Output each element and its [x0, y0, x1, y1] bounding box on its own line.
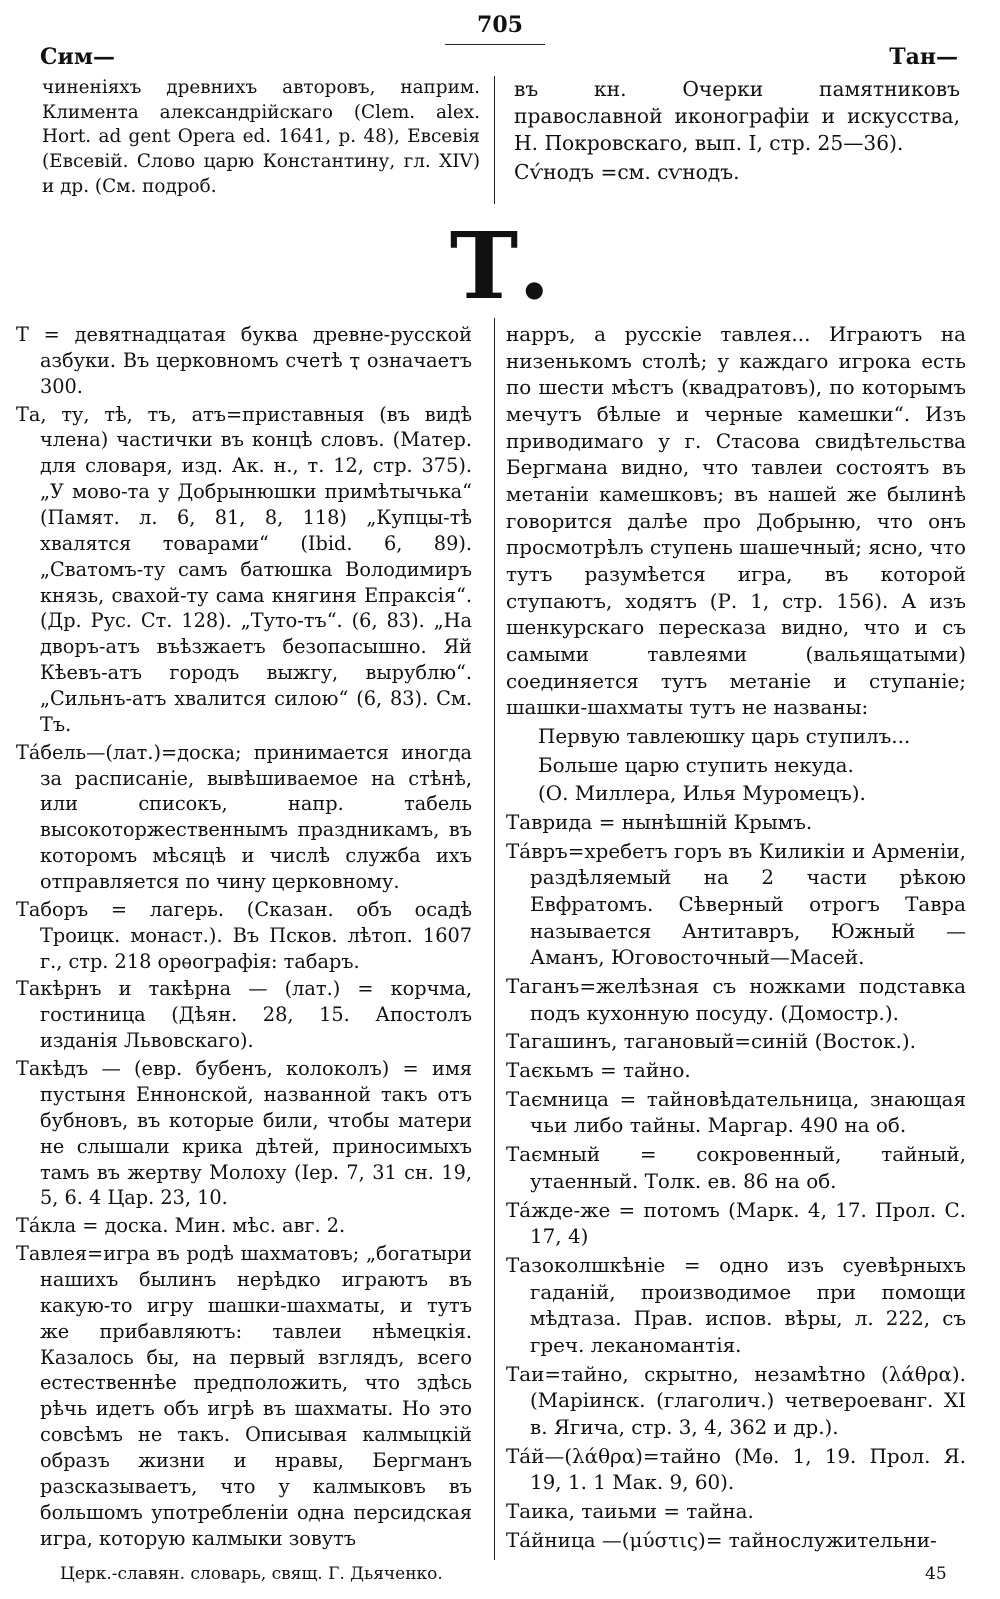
dictionary-entry: Та́жде-же = потомъ (Марк. 4, 17. Прол. С. 17, 4) [506, 1198, 966, 1249]
column-divider-top [494, 76, 495, 204]
continuation-text: въ кн. Очерки памятниковъ православной иконографіи и искусства, Н. Покровскаго, вып. I, стр. 25—36). [514, 77, 960, 155]
dictionary-entry: Таємный = сокровенный, тайный, утаенный. Толк. ев. 86 на об. [506, 1143, 966, 1193]
top-right-column [514, 76, 960, 188]
section-letter: Т. [449, 212, 551, 320]
dictionary-entry: Сѵ́нодъ =см. сѵнодъ. [514, 160, 740, 184]
dictionary-entry: Такѣрнъ и такѣрна — (лат.) = корчма, гостиница (Дѣян. 28, 15. Апостолъ изданія Львовскаго). [16, 977, 472, 1053]
top-left-column [42, 76, 480, 201]
dictionary-entry: Та́йница —(μύστις)= тайнослужительни- [506, 1528, 937, 1552]
dictionary-entry: Таєкьмъ = тайно. [506, 1059, 691, 1083]
dictionary-entry: Такѣдъ — (евр. бубенъ, колоколъ) = имя пустыня Еннонской, названной такъ отъ бубновъ, въ которые били, чтобы матери не слышали крика дѣтей, приносимыхъ тамъ въ жертву Молоху (Іер. 7, 31 сн. 19, 5, 6. 4 Цар. 23, 10. [16, 1057, 472, 1210]
guide-word-left: Сим— [40, 44, 115, 70]
quote-line: Первую тавлеюшку царь ступилъ... [538, 725, 911, 749]
page-number-rule [445, 44, 545, 45]
quote-line: Больше царю ступить некуда. [538, 753, 854, 777]
dictionary-entry: Таборъ = лагерь. (Сказан. объ осадѣ Троицк. монаст.). Въ Псков. лѣтоп. 1607 г., стр. 218 орѳографія: табаръ. [16, 897, 472, 973]
page-header [0, 0, 1000, 70]
dictionary-entry: Т = девятнадцатая буква древне-русской азбуки. Въ церковномъ счетѣ ҭ означаетъ 300. [16, 323, 472, 398]
column-divider [494, 318, 495, 1560]
dictionary-entry: Таи=тайно, скрытно, незамѣтно (λάθρα). (Маріинск. (глаголич.) четвероеванг. XI в. Ягича, стр. 3, 4, 362 и др.). [506, 1362, 966, 1439]
guide-word-right: Тан— [889, 44, 958, 70]
dictionary-entry: Тагашинъ, тагановый=синій (Восток.). [506, 1030, 916, 1054]
dictionary-entry: Та, ту, тѣ, тъ, атъ=приставныя (въ видѣ члена) частички въ концѣ словъ. (Матер. для словаря, изд. Ак. н., т. 12, стр. 375). „У мово-та у Добрынюшки примѣтычька“ (Памят. л. 6, 81, 8, 118) „Купцы-тѣ хвалятся товарами“ (Ibid. 6, 89). „Сватомъ-ту самъ батюшка Володимиръ князь, свахой-ту сама княгиня Епраксія“. (Др. Рус. Ст. 128). „Туто-тъ“. (6, 83). „На дворъ-атъ въѣзжаетъ безопасышно. Яй Кѣевъ-атъ городъ выжгу, вырублю“. „Сильнъ-атъ хвалится силою“ (6, 83). См. Тъ. [16, 402, 472, 736]
continuation-text: нарръ, а русскіе тавлея... Играютъ на низенькомъ столѣ; у каждаго игрока есть по шести мѣстъ (квадратовъ), по которымъ мечутъ бѣлые и черные камешки“. Изъ приводимаго у г. Стасова свидѣтельства Бергмана видно, что тавлеи состоятъ въ метаніи камешковъ; въ нашей же былинѣ говорится далѣе про Добрыню, что онъ просмотрѣлъ ступень шашечный; ясно, что тутъ разумѣется игра, въ которой ступаютъ, ходятъ (Р. 1, стр. 156). А изъ шенкурскаго пересказа видно, что и съ самыми тавлеями (вальящатыми) соединяется тутъ метаніе и ступаніе; шашки-шахматы тутъ не названы: [506, 323, 967, 720]
right-column [506, 322, 966, 1556]
continuation-text: чиненіяхъ древнихъ авторовъ, наприм. Климента александрійскаго (Clem. alex. Hort. ad gent Opera ed. 1641, p. 48), Евсевія (Евсевій. Слово царю Константину, гл. XIV) и др. (См. подроб. [42, 77, 480, 197]
quote-source: (О. Миллера, Илья Муромецъ). [538, 782, 866, 806]
dictionary-entry: Таика, таиьми = тайна. [506, 1499, 754, 1523]
footer-signature: Церк.-славян. словарь, свящ. Г. Дьяченко. [60, 1564, 443, 1584]
dictionary-entry: Тазоколшкѣніе = одно изъ суевѣрныхъ гаданій, производимое при помощи мѣдтаза. Прав. испов. вѣры, л. 222, съ греч. леканомантія. [506, 1253, 966, 1357]
dictionary-entry: Таємница = тайновѣдательница, знающая чьи либо тайны. Маргар. 490 на об. [506, 1087, 966, 1138]
dictionary-entry: Та́връ=хребетъ горъ въ Киликіи и Арменіи, раздѣляемый на 2 части рѣкою Евфратомъ. Сѣверный отрогъ Тавра называется Антитавръ, Южный — Аманъ, Юговосточный—Масей. [506, 839, 966, 970]
dictionary-entry: Та́бель—(лат.)=доска; принимается иногда за расписаніе, вывѣшиваемое на стѣнѣ, или списокъ, напр. табель высокоторжественнымъ праздникамъ, въ которомъ мѣсяцѣ и числѣ служба ихъ отправляется по чину церковному. [16, 740, 472, 894]
left-column [16, 322, 472, 1553]
signature-mark: 45 [925, 1564, 947, 1584]
dictionary-entry: Таврида = нынѣшній Крымъ. [506, 811, 813, 835]
page-number: 705 [477, 12, 523, 38]
dictionary-entry: Таганъ=желѣзная съ ножками подставка подъ кухонную посуду. (Домостр.). [506, 975, 966, 1025]
dictionary-entry: Та́й—(λάθρα)=тайно (Мѳ. 1, 19. Прол. Я. 19, 1. 1 Мак. 9, 60). [506, 1444, 966, 1495]
dictionary-entry: Тавлея=игра въ родѣ шахматовъ; „богатыри нашихъ былинъ нерѣдко играютъ въ какую-то игру шашки-шахматы, и тутъ же прибавляютъ: тавлеи нѣмецкія. Казалось бы, на первый взглядъ, всего естественнѣе предположить, что здѣсь рѣчь идетъ объ игрѣ въ шахматы. Но это совсѣмъ не такъ. Описывая калмыцкій образъ жизни и нравы, Бергманъ разсказываетъ, что у калмыковъ въ большомъ употребленіи одна персидская игра, которую калмыки зовутъ [16, 1242, 472, 1550]
dictionary-entry: Та́кла = доска. Мин. мѣс. авг. 2. [16, 1214, 346, 1238]
